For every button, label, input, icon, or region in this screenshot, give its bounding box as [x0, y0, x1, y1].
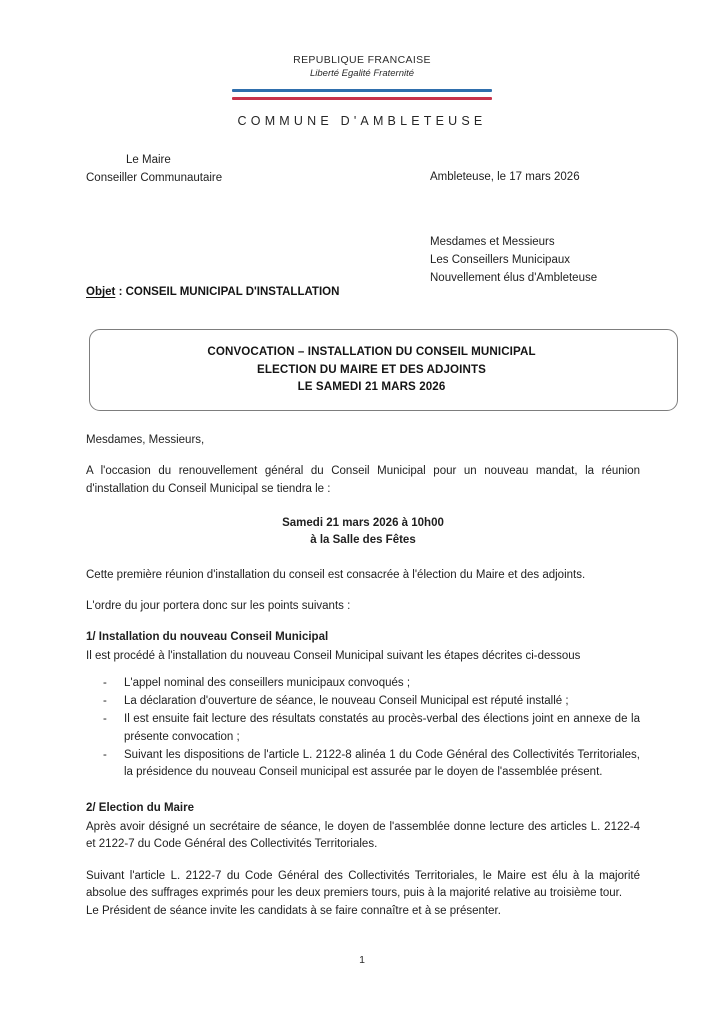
list-item-text: Il est ensuite fait lecture des résultats constatés au procès-verbal des élections joint en annexe de la présente convocation ;: [124, 713, 640, 743]
subject-value: : CONSEIL MUNICIPAL D'INSTALLATION: [115, 286, 340, 299]
list-item: [86, 675, 640, 693]
subject-line: [86, 286, 724, 298]
page-number: 1: [359, 954, 365, 966]
intro-paragraph: A l'occasion du renouvellement général du Conseil Municipal pour un nouveau mandat, la réunion d'installation du Conseil Municipal se tiendra le :: [86, 465, 640, 495]
letterhead: [0, 0, 724, 128]
subject-label: Objet: [86, 286, 116, 299]
address-zone: [0, 152, 724, 285]
flag-bar-red: [232, 97, 492, 100]
salutation: Mesdames, Messieurs,: [86, 433, 205, 446]
callout-line-3: LE SAMEDI 21 MARS 2026: [297, 380, 446, 394]
republic-title: REPUBLIQUE FRANCAISE: [293, 54, 431, 66]
sender-block: [86, 152, 222, 188]
republic-motto: Liberté Egalité Fraternité: [309, 68, 415, 80]
commune-name: COMMUNE D'AMBLETEUSE: [237, 114, 487, 129]
recipient-line-3: Nouvellement élus d'Ambleteuse: [430, 272, 598, 285]
agenda-intro-paragraph: L'ordre du jour portera donc sur les points suivants :: [86, 600, 351, 613]
section-2-paragraph-1: Après avoir désigné un secrétaire de séance, le doyen de l'assemblée donne lecture des articles L. 2122-4 et 2122-7 du Code Général des Collectivités Territoriales.: [86, 820, 640, 851]
section-2-heading: 2/ Election du Maire: [86, 802, 194, 815]
recipient-block: [430, 234, 597, 287]
place-and-date: Ambleteuse, le 17 mars 2026: [430, 171, 580, 184]
meeting-date: Samedi 21 mars 2026 à 10h00: [282, 517, 444, 530]
dash-bullet-icon: -: [103, 695, 107, 708]
letter-body: [86, 411, 640, 920]
list-item: [86, 711, 640, 747]
list-item-text: L'appel nominal des conseillers municipaux convoqués ;: [124, 677, 411, 690]
callout-text-group: [207, 343, 535, 395]
convocation-callout-box: [89, 329, 678, 410]
section-2-paragraph-3: Le Président de séance invite les candidats à se faire connaître et à se présenter.: [86, 904, 501, 917]
callout-line-2: ELECTION DU MAIRE ET DES ADJOINTS: [257, 362, 486, 376]
section-2-paragraph-2: Suivant l'article L. 2122-7 du Code Général des Collectivités Territoriales, le Maire est élu à la majorité absolue des suffrages exprimés pour les deux premiers tours, puis à la majorité relative au troisième tour.: [86, 869, 640, 900]
purpose-paragraph: Cette première réunion d'installation du conseil est consacrée à l'élection du Maire et des adjoints.: [86, 568, 586, 581]
list-item-text: La déclaration d'ouverture de séance, le nouveau Conseil Municipal est réputé installé ;: [124, 695, 569, 708]
meeting-place: à la Salle des Fêtes: [310, 534, 416, 547]
sender-title: Le Maire: [126, 154, 171, 167]
section-1-heading: 1/ Installation du nouveau Conseil Municipal: [86, 631, 329, 644]
list-item: [86, 747, 640, 783]
dash-bullet-icon: -: [103, 713, 107, 726]
list-item: [86, 693, 640, 711]
dash-bullet-icon: -: [103, 748, 107, 761]
section-1-item-list: [86, 675, 640, 782]
meeting-details: [86, 515, 640, 550]
dash-bullet-icon: -: [103, 677, 107, 690]
list-item-text: Suivant les dispositions de l'article L. 2122-8 alinéa 1 du Code Général des Collectivités Territoriales, la présidence du nouveau Conseil municipal est assurée par le doyen de l'assemblée présent.: [124, 748, 640, 779]
section-1-lead: Il est procédé à l'installation du nouveau Conseil Municipal suivant les étapes décrites ci-dessous: [86, 649, 581, 662]
recipient-line-1: Mesdames et Messieurs: [430, 236, 555, 249]
recipient-line-2: Les Conseillers Municipaux: [430, 254, 570, 267]
callout-line-1: CONVOCATION – INSTALLATION DU CONSEIL MUNICIPAL: [207, 345, 536, 359]
sender-role: Conseiller Communautaire: [86, 172, 223, 185]
french-flag-bars-icon: [232, 89, 492, 100]
